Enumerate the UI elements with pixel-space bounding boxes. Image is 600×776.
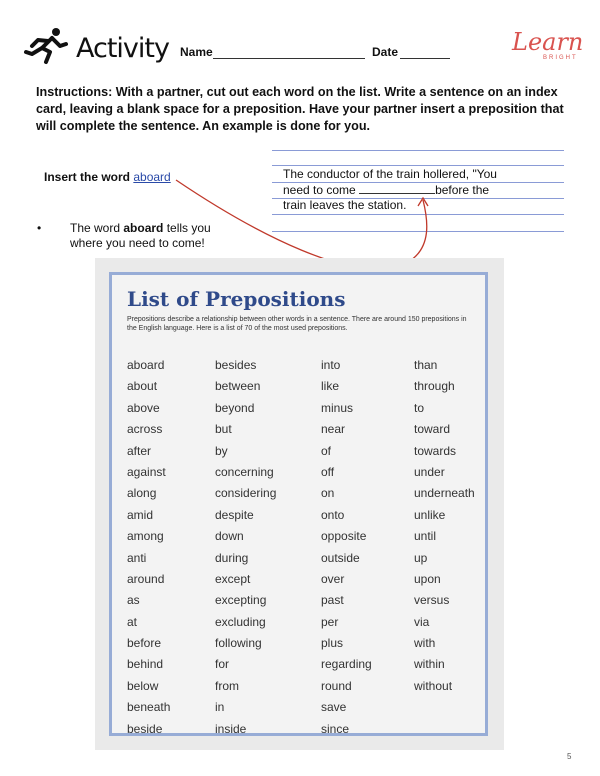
preposition-column-3 [321,355,372,740]
preposition-word: along [127,486,157,501]
logo-subtext: BRIGHT [543,55,578,61]
preposition-word: than [414,358,438,372]
preposition-word: with [414,636,436,651]
preposition-word: against [127,464,166,479]
preposition-word: around [127,571,165,586]
example-line-2-pre: need to come [283,182,360,197]
preposition-word: concerning [215,464,274,479]
insert-word-link: aboard [133,170,171,184]
preposition-word: near [321,422,346,437]
preposition-word: excepting [215,593,267,608]
prepositions-card-frame [109,272,488,736]
preposition-word: until [414,529,437,544]
preposition-word: at [127,614,138,629]
page-number: 5 [567,752,572,761]
card-description: Prepositions describe a relationship between other words in a sentence. There are around 150 prepositions in the English language. Here is a list of 70 of the most used prepositions. [127,316,467,332]
arrow-icon [0,0,600,300]
preposition-word: opposite [321,529,367,544]
preposition-column-4 [414,355,475,697]
preposition-word: aboard [127,358,165,372]
preposition-word: for [215,657,230,672]
instructions: Instructions: With a partner, cut out each word on the list. Write a sentence on an index card, leaving a blank space for a preposition. Have your partner insert a preposition that will complete the sentence. An example is done for you. [36,85,564,133]
preposition-word: within [414,657,445,672]
preposition-word: over [321,571,345,586]
example-line-1: The conductor of the train hollered, "You [283,167,497,181]
bullet-word: aboard [123,221,164,235]
preposition-word: plus [321,636,344,651]
preposition-word: except [215,571,251,586]
preposition-word: via [414,614,430,629]
preposition-word: down [215,529,244,544]
preposition-word: under [414,464,445,479]
preposition-word: excluding [215,614,266,629]
preposition-word: inside [215,721,247,736]
preposition-word: upon [414,571,441,586]
preposition-word: across [127,422,163,437]
date-label: Date [372,45,399,59]
preposition-word: above [127,400,160,415]
preposition-word: beyond [215,400,255,415]
preposition-word: on [321,486,335,501]
preposition-word: behind [127,657,164,672]
preposition-word: past [321,593,344,608]
bullet-icon: • [37,221,42,235]
preposition-word: up [414,550,428,565]
preposition-word: to [414,400,425,415]
preposition-word: regarding [321,657,372,672]
preposition-word: besides [215,358,257,372]
preposition-word: anti [127,550,147,565]
preposition-word: beneath [127,700,171,715]
prepositions-card [95,258,504,750]
preposition-word: by [215,443,228,458]
preposition-word: versus [414,593,450,608]
preposition-word: before [127,636,162,651]
preposition-word: between [215,379,261,394]
bullet-prefix: The word [70,221,124,235]
preposition-word: round [321,678,352,693]
learn-bright-logo: Learn [512,28,584,56]
preposition-word: outside [321,550,360,565]
preposition-word: after [127,443,152,458]
example-line-3: train leaves the station. [283,198,407,212]
preposition-word: toward [414,422,451,437]
insert-prefix: Insert the word [44,170,134,184]
preposition-word: without [414,678,453,693]
preposition-word: per [321,614,339,629]
preposition-word: onto [321,507,345,522]
preposition-word: during [215,550,249,565]
preposition-word: amid [127,507,154,522]
preposition-word: below [127,678,159,693]
preposition-word: in [215,700,225,715]
preposition-word: of [321,443,332,458]
preposition-word: beside [127,721,163,736]
preposition-word: off [321,464,335,479]
preposition-column-2 [215,355,276,740]
preposition-word: towards [414,443,457,458]
preposition-word: save [321,700,347,715]
preposition-word: like [321,379,340,394]
name-label: Name [180,45,213,59]
card-title: List of Prepositions [127,287,346,311]
preposition-word: minus [321,400,354,415]
preposition-word: from [215,678,239,693]
preposition-word: despite [215,507,254,522]
preposition-word: considering [215,486,277,501]
page-title: Activity [76,33,169,64]
preposition-word: as [127,593,140,608]
preposition-word: about [127,379,158,394]
preposition-word: among [127,529,164,544]
preposition-column-1 [127,355,170,740]
preposition-word: into [321,358,341,372]
preposition-word: through [414,379,455,394]
preposition-word: underneath [414,486,475,501]
preposition-word: following [215,636,262,651]
preposition-word: unlike [414,507,446,522]
bullet-suffix: tells you where you need to come! [70,221,211,250]
example-line-2-post: before the [435,182,490,197]
preposition-word: since [321,721,350,736]
preposition-word: but [215,422,232,437]
